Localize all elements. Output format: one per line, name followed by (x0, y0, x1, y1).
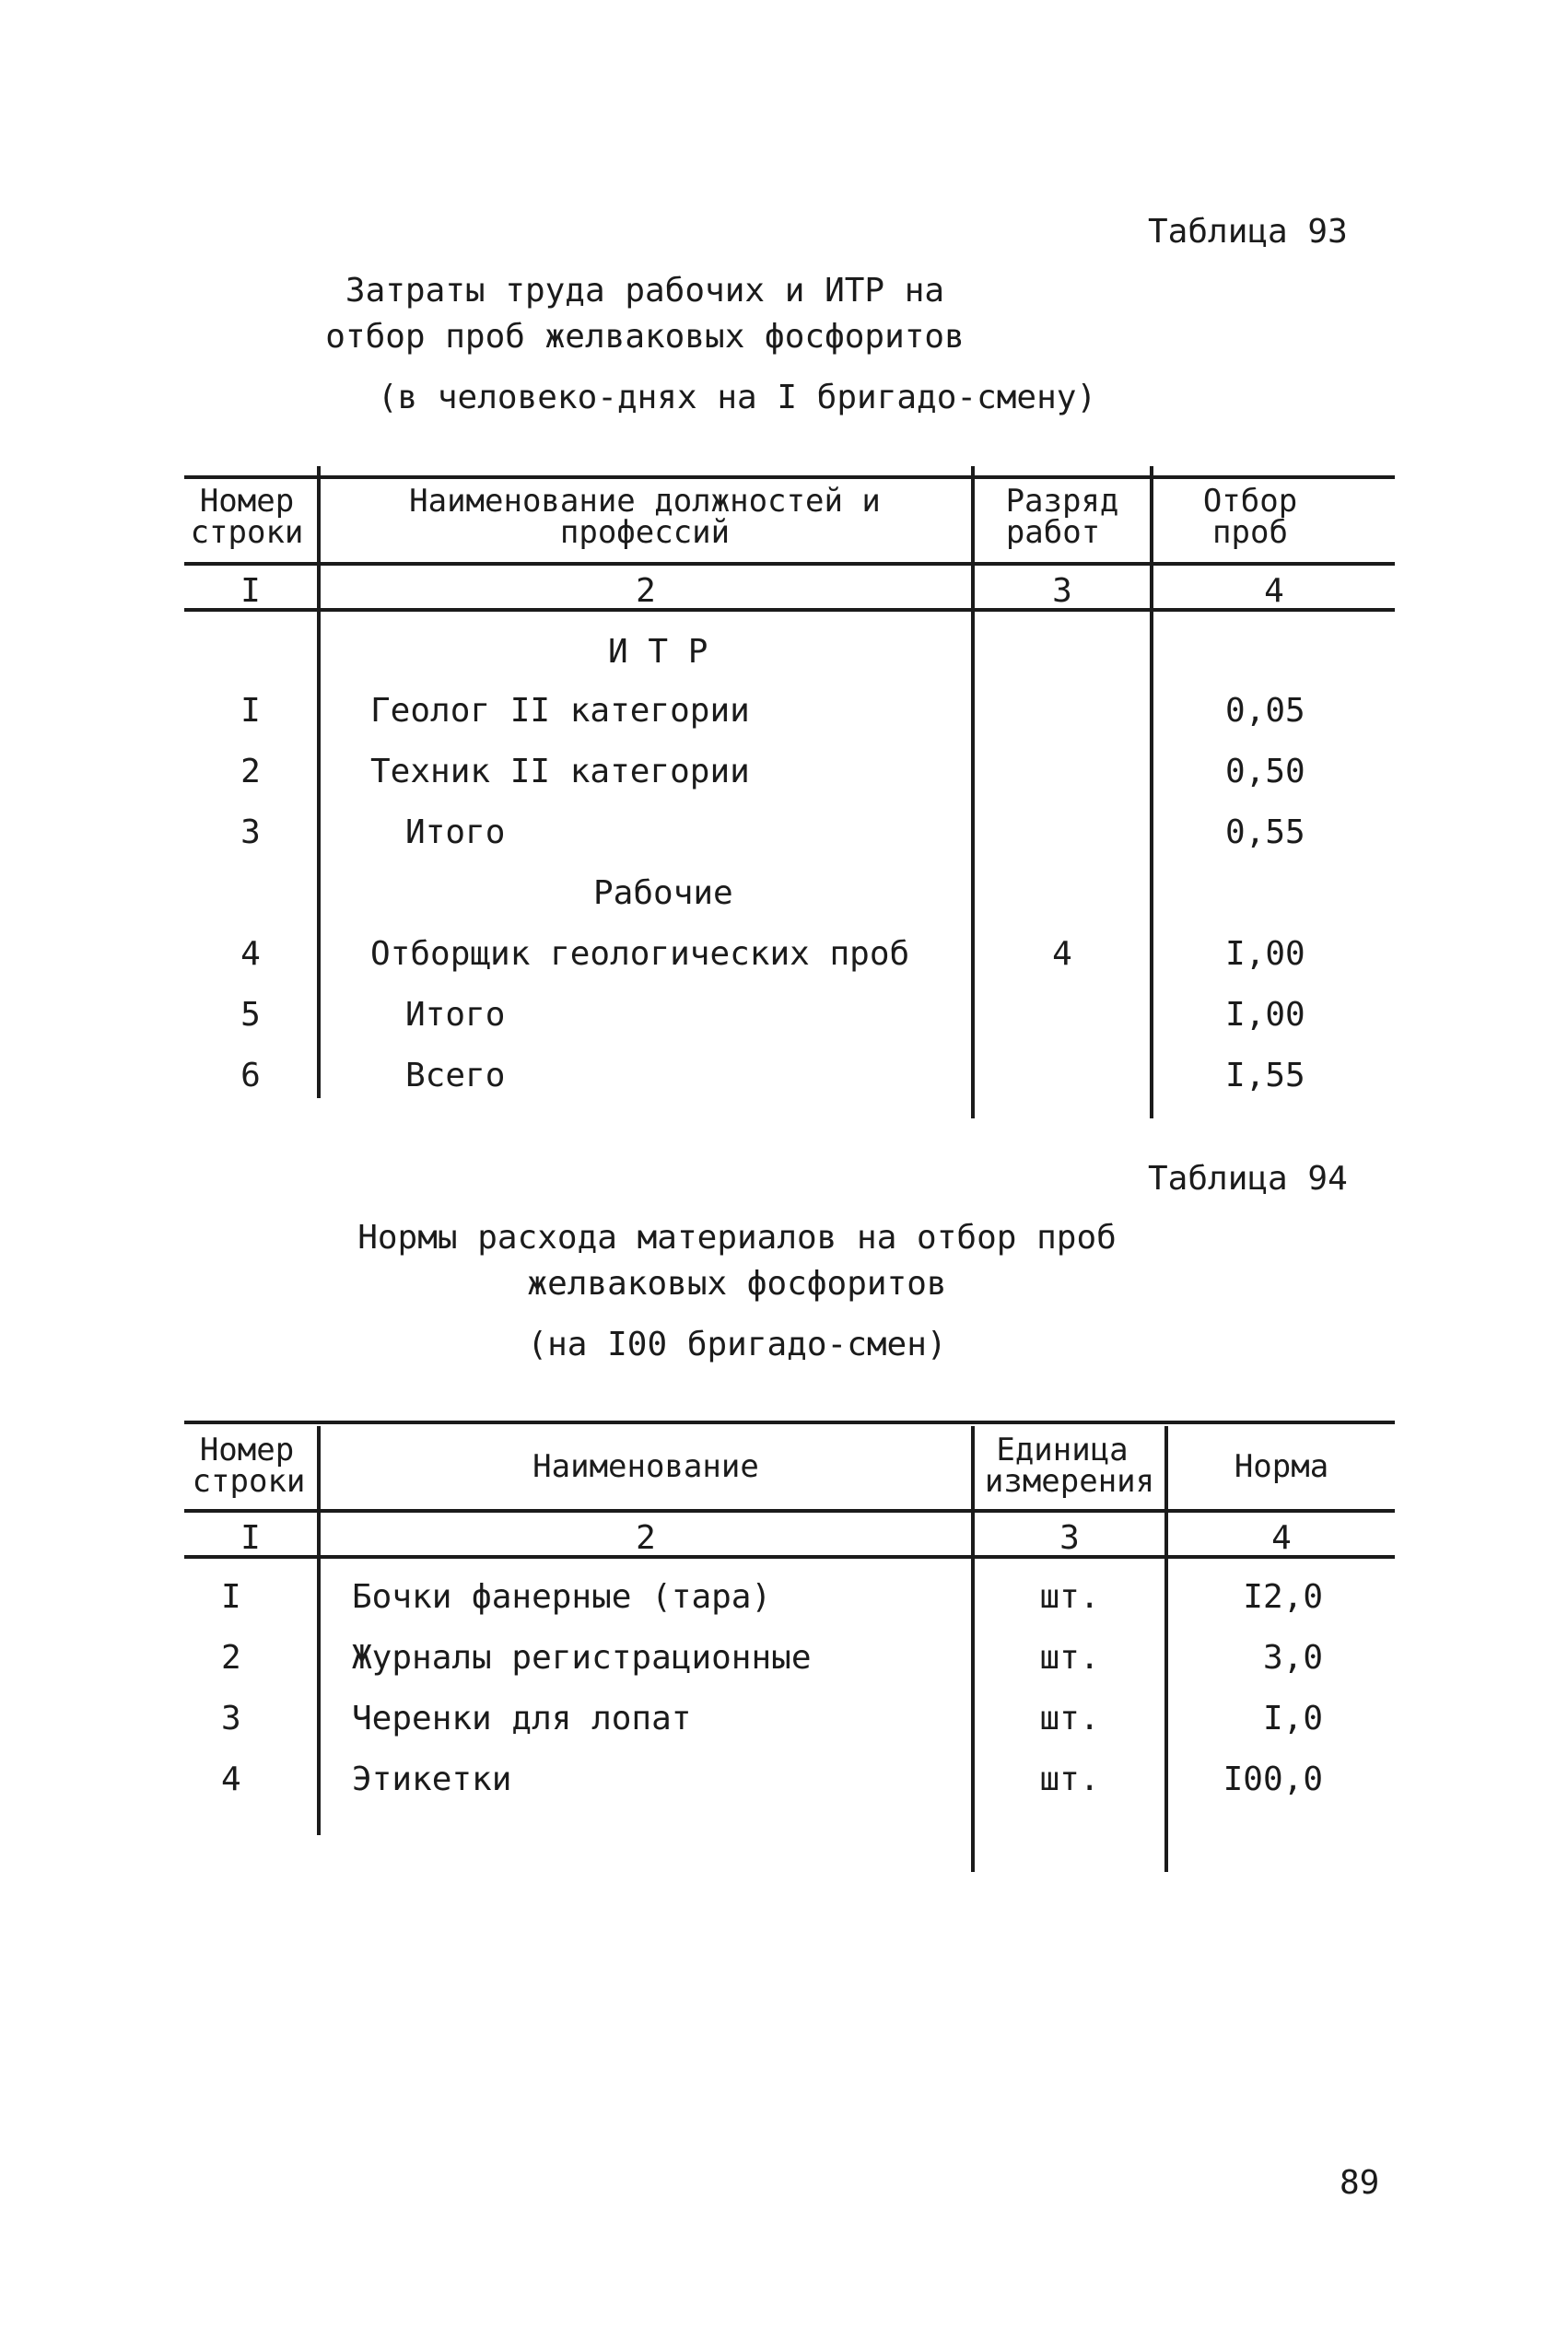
table94-header-unit-line2: измерения (984, 1463, 1155, 1500)
table94-row-value: 3,0 (1262, 1639, 1323, 1677)
table94-header-unit-line1: Единица (996, 1432, 1129, 1468)
table93-row-grade: 4 (1052, 935, 1072, 973)
table93-row-num: 5 (240, 996, 261, 1034)
table94-row-name: Этикетки (352, 1761, 512, 1798)
table93-colnum-2: 2 (636, 572, 656, 610)
table93-section-itr: И Т Р (608, 633, 708, 671)
table94-row-value: I,0 (1262, 1700, 1323, 1737)
table94-title-line2: желваковых фосфоритов (527, 1265, 947, 1303)
table93-row-value: I,00 (1225, 935, 1305, 973)
table94-colnum-4: 4 (1271, 1519, 1292, 1557)
table94-top-rule (184, 1421, 1395, 1424)
table93-label: Таблица 93 (1148, 213, 1348, 251)
table93-header-num-line1: Номер (199, 483, 295, 520)
table93-header-grade-line2: работ (1005, 514, 1101, 551)
table94-label: Таблица 94 (1148, 1160, 1348, 1198)
table94-row-name: Бочки фанерные (тара) (352, 1578, 772, 1616)
table94-row-num: 2 (221, 1639, 241, 1677)
table93-row-num: 4 (240, 935, 261, 973)
table94-row-value: I2,0 (1243, 1578, 1323, 1616)
table94-colnum-3: 3 (1059, 1519, 1080, 1557)
table93-row-name: Всего (405, 1057, 506, 1094)
table94-row-unit: шт. (1039, 1700, 1100, 1737)
table94-row-num: I (221, 1578, 241, 1616)
page-number: 89 (1340, 2164, 1380, 2202)
table94-header-num-line2: строки (192, 1463, 306, 1500)
table93-row-num: 6 (240, 1057, 261, 1094)
table93-row-value: 0,55 (1225, 813, 1305, 851)
table93-header-rule (184, 562, 1395, 566)
table94-title-line1: Нормы расхода материалов на отбор проб (357, 1219, 1117, 1257)
table94-row-num: 4 (221, 1761, 241, 1798)
table93-row-value: 0,50 (1225, 753, 1305, 790)
table93-colnum-1: I (240, 572, 261, 610)
table93-top-rule (184, 475, 1395, 479)
table93-vline-3 (1150, 466, 1153, 1118)
table94-row-name: Черенки для лопат (352, 1700, 692, 1737)
table93-title-line1: Затраты труда рабочих и ИТР на (345, 272, 945, 310)
table93-section-workers: Рабочие (593, 874, 733, 912)
table93-row-num: 3 (240, 813, 261, 851)
table94-row-name: Журналы регистрационные (352, 1639, 812, 1677)
table94-row-num: 3 (221, 1700, 241, 1737)
table93-row-num: I (240, 692, 261, 730)
table93-header-grade-line1: Разряд (1005, 483, 1119, 520)
table94-header-value: Норма (1234, 1448, 1329, 1485)
table93-header-num-line2: строки (190, 514, 304, 551)
table93-header-value-line1: Отбор (1202, 483, 1298, 520)
table94-colnum-2: 2 (636, 1519, 656, 1557)
table93-row-num: 2 (240, 753, 261, 790)
table93-row-name: Отборщик геологических проб (370, 935, 910, 973)
table94-unit-note: (на I00 бригадо-смен) (527, 1326, 947, 1363)
table94-header-name: Наименование (532, 1448, 759, 1485)
table93-row-value: I,00 (1225, 996, 1305, 1034)
table94-row-unit: шт. (1039, 1639, 1100, 1677)
table94-header-rule (184, 1509, 1395, 1513)
table93-row-name: Итого (405, 813, 506, 851)
table94-row-unit: шт. (1039, 1578, 1100, 1616)
table93-unit-note: (в человеко-днях на I бригадо-смену) (377, 379, 1097, 416)
table94-vline-1 (317, 1426, 321, 1835)
table93-title-line2: отбор проб желваковых фосфоритов (325, 318, 965, 356)
table94-header-num-line1: Номер (199, 1432, 295, 1468)
table94-colnum-1: I (240, 1519, 261, 1557)
table94-row-value: I00,0 (1223, 1761, 1323, 1798)
table93-vline-1 (317, 466, 321, 1098)
table93-header-value-line2: проб (1212, 514, 1288, 551)
table93-row-name: Геолог II категории (370, 692, 750, 730)
table93-header-name-line2: профессий (559, 514, 731, 551)
table93-vline-2 (971, 466, 975, 1118)
table94-row-unit: шт. (1039, 1761, 1100, 1798)
table93-row-name: Итого (405, 996, 506, 1034)
table93-row-value: I,55 (1225, 1057, 1305, 1094)
table93-colnum-4: 4 (1264, 572, 1284, 610)
table93-row-name: Техник II категории (370, 753, 750, 790)
table93-row-value: 0,05 (1225, 692, 1305, 730)
table93-colnum-3: 3 (1052, 572, 1072, 610)
table93-header-name-line1: Наименование должностей и (409, 483, 881, 520)
